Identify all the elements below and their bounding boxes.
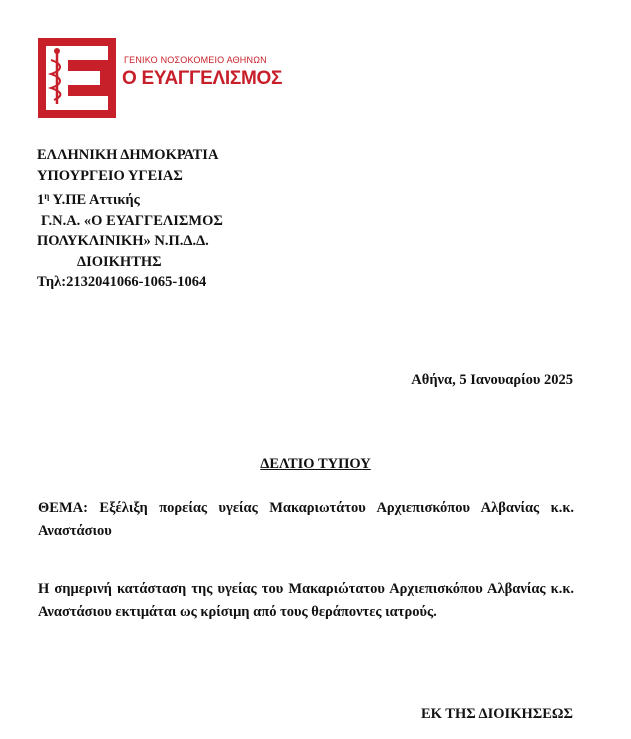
logo-name: Ο ΕΥΑΓΓΕΛΙΣΜΟΣ bbox=[122, 68, 283, 89]
header-hospital: Γ.Ν.Α. «Ο ΕΥΑΓΓΕΛΙΣΜΟΣ bbox=[41, 212, 223, 229]
header-ministry: ΥΠΟΥΡΓΕΙΟ ΥΓΕΙΑΣ bbox=[37, 167, 183, 184]
signoff: ΕΚ ΤΗΣ ΔΙΟΙΚΗΣΕΩΣ bbox=[420, 706, 573, 722]
header-health-region: $1^\eta$ Υ.ΠΕ Αττικής bbox=[37, 191, 140, 208]
header-polyclinic: ΠΟΛΥΚΛΙΝΙΚΗ» Ν.Π.Δ.Δ. bbox=[37, 233, 209, 249]
logo-subtitle: ΓΕΝΙΚΟ ΝΟΣΟΚΟΜΕΙΟ ΑΘΗΝΩΝ bbox=[124, 55, 267, 65]
letterhead bbox=[37, 145, 223, 293]
hospital-emblem-icon bbox=[38, 38, 116, 118]
document-date: Αθήνα, 5 Ιανουαρίου 2025 bbox=[411, 372, 573, 388]
press-release-title: ΔΕΛΤΙΟ ΤΥΠΟΥ bbox=[260, 456, 371, 472]
header-administration: ΔΙΟΙΚΗΤΗΣ bbox=[77, 253, 162, 270]
header-republic: ΕΛΛΗΝΙΚΗ ΔΗΜΟΚΡΑΤΙΑ bbox=[37, 147, 219, 163]
subject-line: ΘΕΜΑ: Εξέλιξη πορείας υγείας Μακαριωτάτου Αρχιεπισκόπου Αλβανίας κ.κ. Αναστάσιου bbox=[38, 500, 574, 539]
header-phone: Τηλ:2132041066-1065-1064 bbox=[37, 274, 207, 290]
hospital-logo bbox=[38, 38, 298, 120]
body-paragraph: Η σημερινή κατάσταση της υγείας του Μακαριώτατου Αρχιεπισκόπου Αλβανίας κ.κ. Αναστάσιου εκτιμάται ως κρίσιμη από τους θεράποντες ιατρούς. bbox=[38, 581, 574, 620]
